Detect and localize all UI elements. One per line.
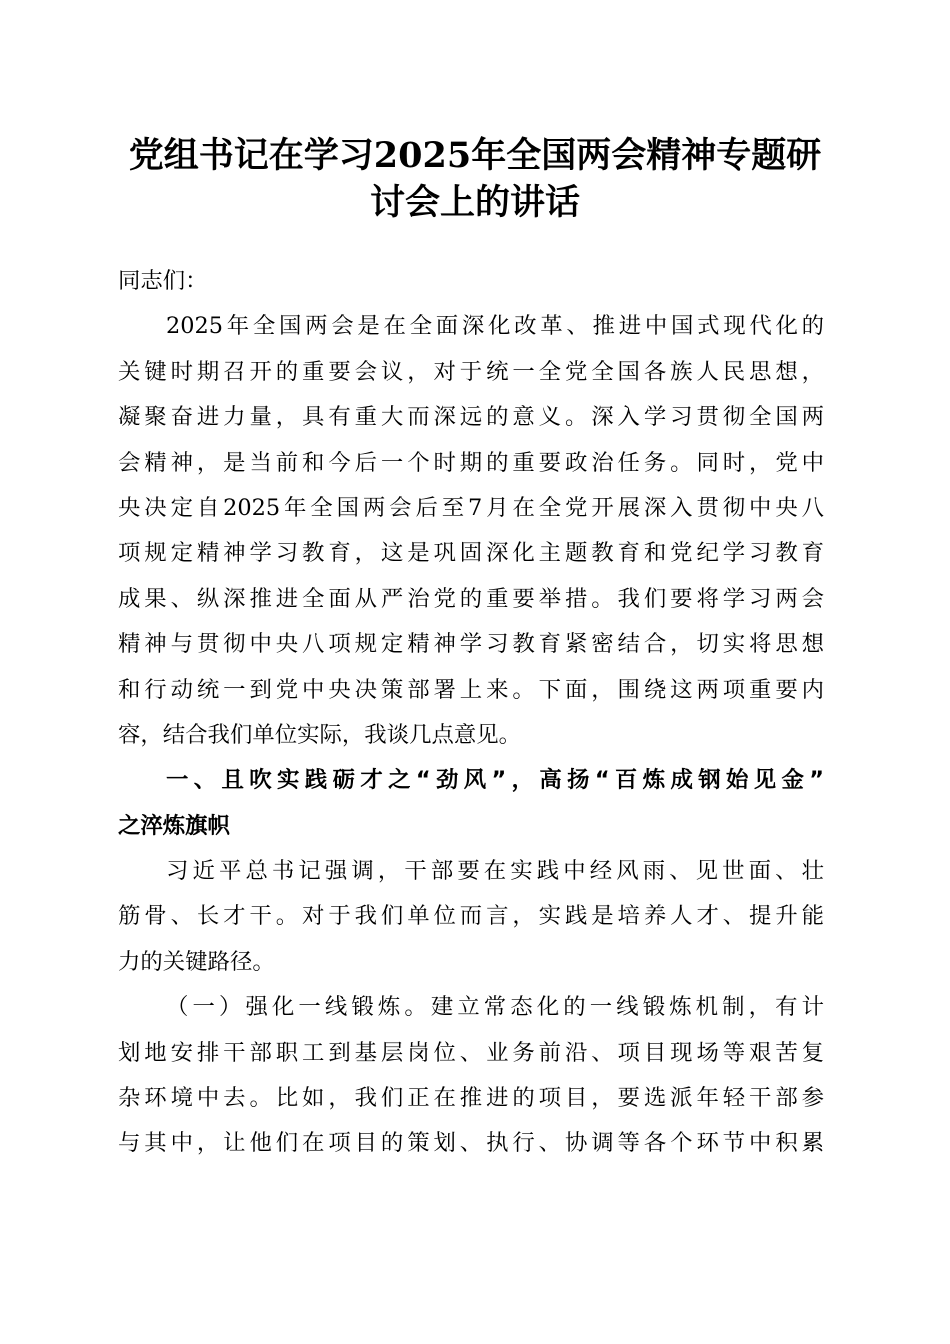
document-title <box>100 132 850 226</box>
document-body <box>118 259 824 1167</box>
intro-line: 会精神，是当前和今后一个时期的重要政治任务。同时，党中 <box>118 449 824 476</box>
section-heading-line: 一、且吹实践砺才之“劲风”，高扬“百炼成钢始见金” <box>166 767 824 794</box>
paragraph-line: 力的关键路径。 <box>118 948 275 975</box>
intro-line: 项规定精神学习教育，这是巩固深化主题教育和党纪学习教育 <box>118 540 824 567</box>
intro-line: 央决定自2025年全国两会后至7月在全党开展深入贯彻中央八 <box>118 494 824 521</box>
paragraph-line: 杂环境中去。比如，我们正在推进的项目，要选派年轻干部参 <box>118 1085 824 1112</box>
intro-line: 成果、纵深推进全面从严治党的重要举措。我们要将学习两会 <box>118 585 824 612</box>
salutation: 同志们： <box>118 268 208 294</box>
section-1-paragraph <box>118 849 824 985</box>
intro-line: 精神与贯彻中央八项规定精神学习教育紧密结合，切实将思想 <box>118 631 824 658</box>
intro-line: 容，结合我们单位实际，我谈几点意见。 <box>118 721 522 748</box>
subsection-1-lead: （一）强化一线锻炼。 <box>166 994 431 1021</box>
subsection-first-line <box>118 985 824 1030</box>
paragraph-line: 与其中，让他们在项目的策划、执行、协调等各个环节中积累 <box>118 1130 824 1157</box>
intro-paragraph <box>118 304 824 758</box>
title-line-2: 讨会上的讲话 <box>369 182 580 223</box>
subsection-1-paragraph <box>118 985 824 1167</box>
section-1-heading <box>118 758 824 849</box>
title-line-1: 党组书记在学习2025年全国两会精神专题研 <box>128 135 822 176</box>
paragraph-line: 习近平总书记强调，干部要在实践中经风雨、见世面、壮 <box>166 858 824 885</box>
intro-line: 关键时期召开的重要会议，对于统一全党全国各族人民思想， <box>118 358 824 385</box>
paragraph-line: 筋骨、长才干。对于我们单位而言，实践是培养人才、提升能 <box>118 903 824 930</box>
subsection-1-first-text: 建立常态化的一线锻炼机制，有计 <box>430 994 825 1021</box>
intro-line: 和行动统一到党中央决策部署上来。下面，围绕这两项重要内 <box>118 676 824 703</box>
intro-line: 2025年全国两会是在全面深化改革、推进中国式现代化的 <box>166 313 824 340</box>
intro-line: 凝聚奋进力量，具有重大而深远的意义。深入学习贯彻全国两 <box>118 404 824 431</box>
section-heading-line: 之淬炼旗帜 <box>118 812 230 839</box>
paragraph-line: 划地安排干部职工到基层岗位、业务前沿、项目现场等艰苦复 <box>118 1039 824 1066</box>
